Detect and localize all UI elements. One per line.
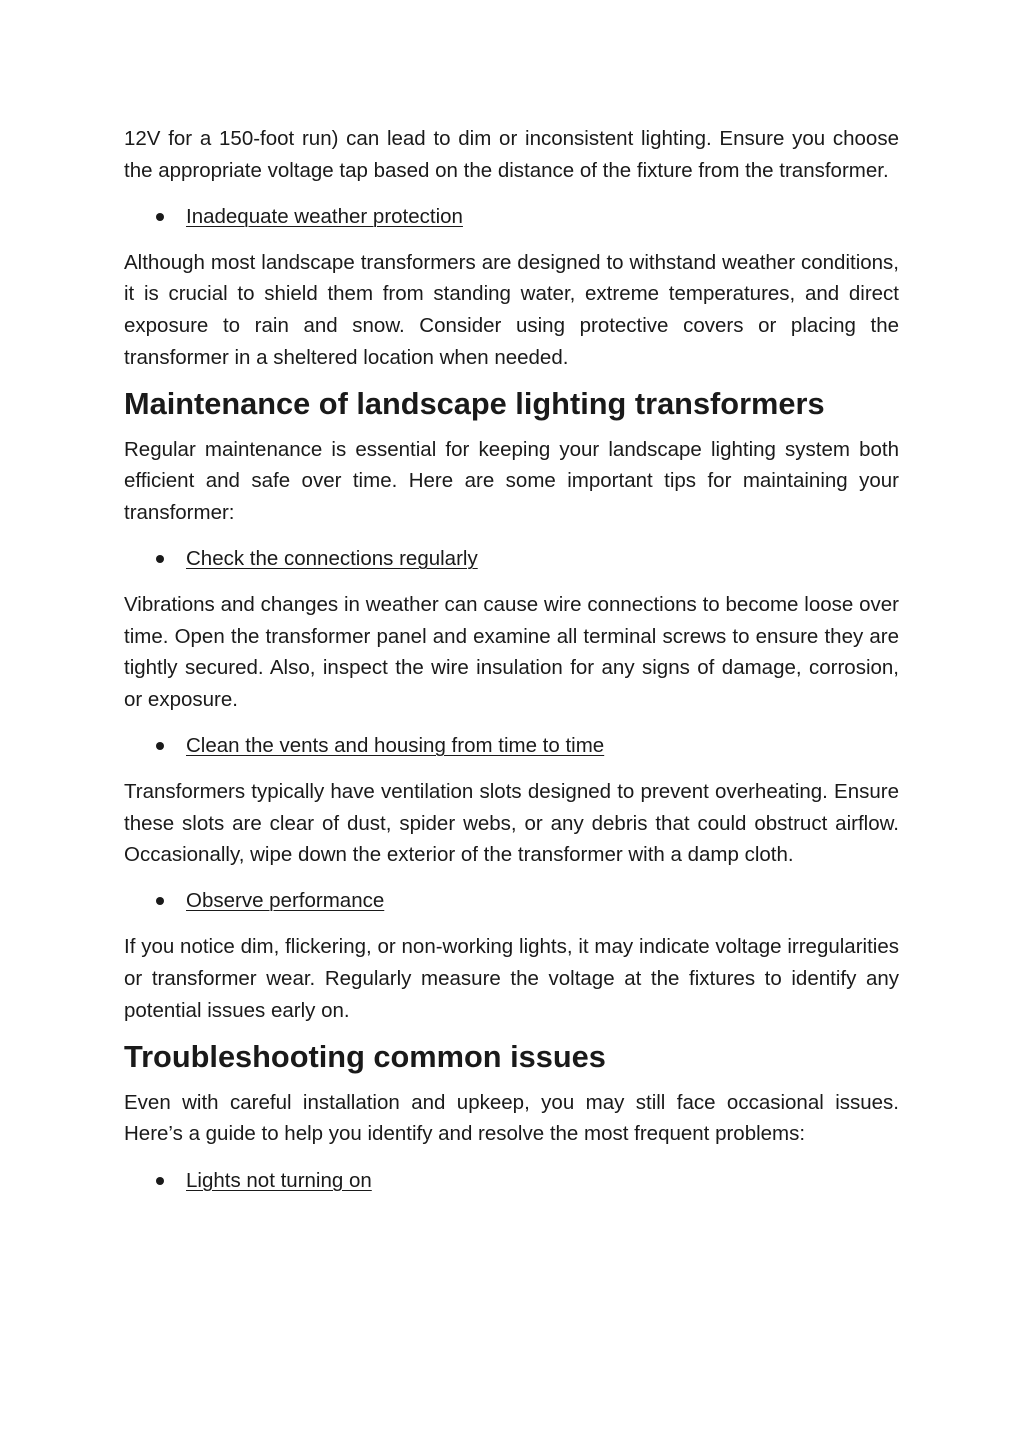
section-heading-troubleshooting: Troubleshooting common issues: [124, 1038, 606, 1074]
paragraph-maintenance-intro: Regular maintenance is essential for keeping your landscape lighting system both efficient and safe over time. Here are some important tips for maintaining your transformer:: [124, 437, 899, 524]
bullet-observe-performance: [124, 885, 899, 917]
paragraph-troubleshooting-intro: Even with careful installation and upkeep, you may still face occasional issues. Here’s a guide to help you identify and resolve the most frequent problems:: [124, 1090, 899, 1146]
bullet-label[interactable]: Check the connections regularly: [186, 547, 478, 571]
paragraph-vents: Transformers typically have ventilation slots designed to prevent overheating. Ensure these slots are clear of dust, spider webs, or any debris that could obstruct airflow. Occasionally, wipe down the exterior of the transformer with a damp cloth.: [124, 780, 899, 867]
paragraph-voltage-tap: 12V for a 150-foot run) can lead to dim or inconsistent lighting. Ensure you choose the appropriate voltage tap based on the distance of the fixture from the transformer.: [124, 127, 899, 182]
bullet-dot-icon: [156, 742, 164, 750]
bullet-dot-icon: [156, 1177, 164, 1185]
bullet-dot-icon: [156, 213, 164, 221]
bullet-label[interactable]: Observe performance: [186, 889, 385, 913]
paragraph-weather: Although most landscape transformers are designed to withstand weather conditions, it is crucial to shield them from standing water, extreme temperatures, and direct exposure to rain and snow. Consider using protective covers or placing the transformer in a sheltered location when needed.: [124, 250, 899, 369]
bullet-lights-not-on: [124, 1165, 899, 1197]
paragraph-performance: If you notice dim, flickering, or non-working lights, it may indicate voltage irregularities or transformer wear. Regularly measure the voltage at the fixtures to identify any potential issues early on.: [124, 935, 899, 1022]
bullet-dot-icon: [156, 555, 164, 563]
bullet-clean-vents: [124, 730, 899, 762]
bullet-label[interactable]: Lights not turning on: [186, 1168, 372, 1192]
bullet-label[interactable]: Inadequate weather protection: [186, 204, 463, 228]
bullet-label[interactable]: Clean the vents and housing from time to time: [186, 734, 605, 757]
section-heading-maintenance: Maintenance of landscape lighting transformers: [124, 385, 825, 421]
bullet-check-connections: [124, 543, 899, 575]
bullet-dot-icon: [156, 897, 164, 905]
paragraph-connections: Vibrations and changes in weather can cause wire connections to become loose over time. Open the transformer panel and examine all terminal screws to ensure they are tightly secured. Also, inspect the wire insulation for any signs of damage, corrosion, or exposure.: [124, 593, 899, 711]
bullet-weather-protection: [124, 201, 899, 233]
document-page: [124, 123, 899, 1211]
